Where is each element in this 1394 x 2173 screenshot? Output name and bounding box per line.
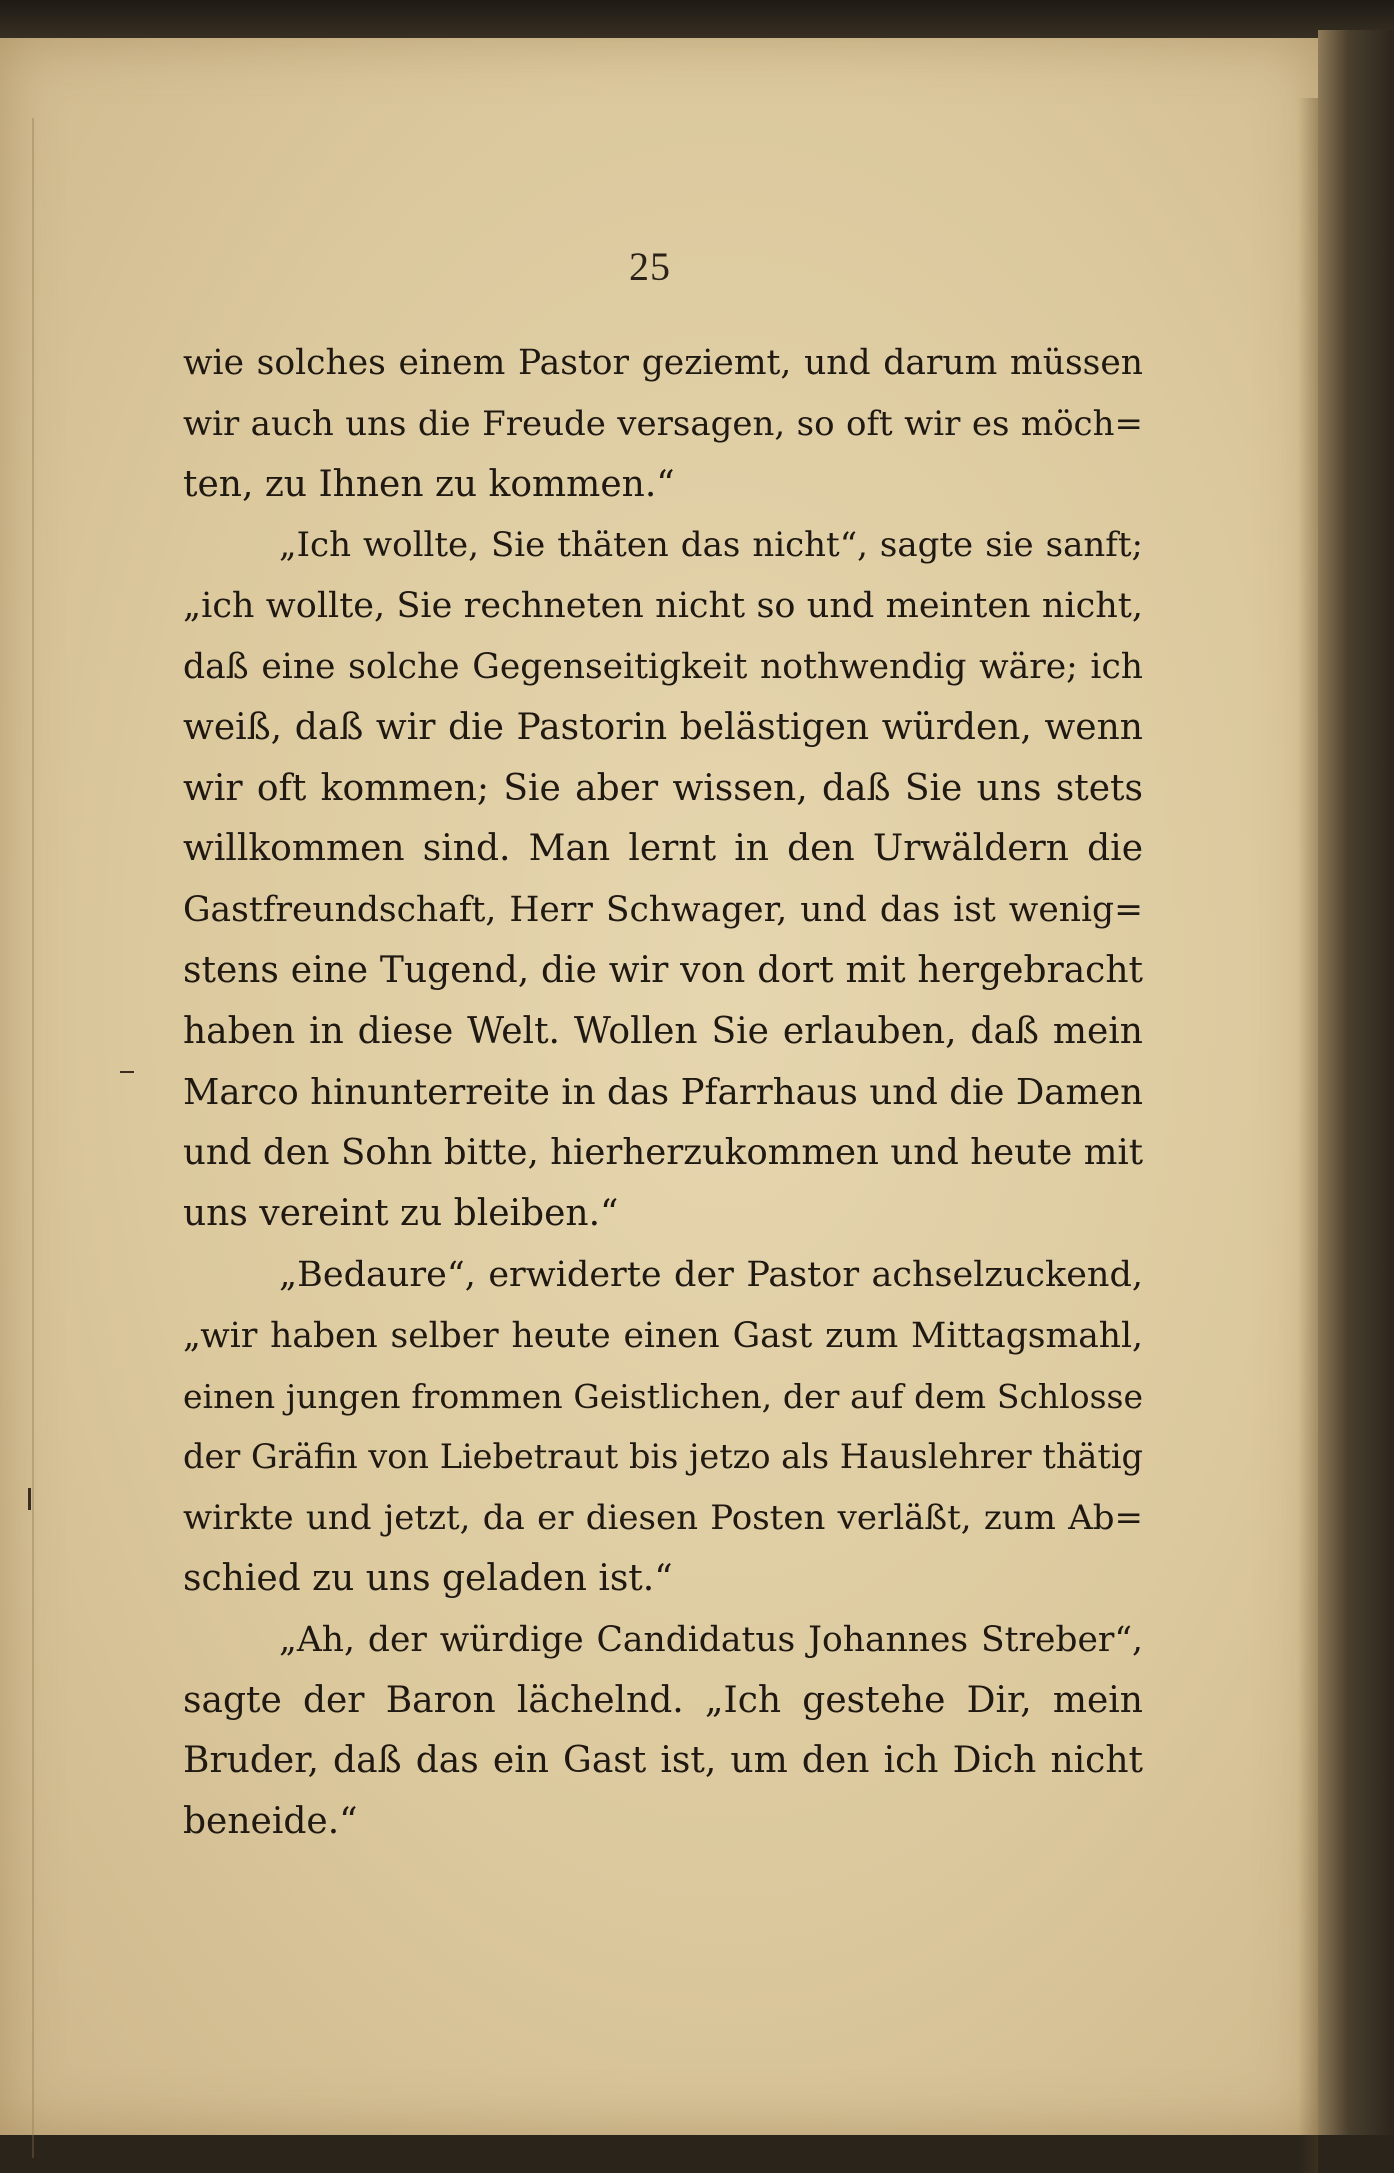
text-line: Marco hinunterreite in das Pfarrhaus und die Damen <box>183 1071 1143 1113</box>
page-number: 25 <box>629 244 671 289</box>
text-line: wirkte und jetzt, da er diesen Posten verläßt, zum Ab= <box>183 1498 1143 1539</box>
text-line: stens eine Tugend, die wir von dort mit hergebracht <box>183 949 1143 991</box>
text-line: Bruder, daß das ein Gast ist, um den ich Dich nicht <box>183 1740 1143 1782</box>
text-line: „ich wollte, Sie rechneten nicht so und meinten nicht, <box>183 586 1143 627</box>
text-line: ten, zu Ihnen zu kommen.“ <box>183 463 675 505</box>
paragraph-start-line: „Ah, der würdige Candidatus Johannes Streber“, <box>279 1619 1143 1660</box>
text-line: daß eine solche Gegenseitigkeit nothwendig wäre; ich <box>183 646 1143 687</box>
text-line: beneide.“ <box>183 1801 358 1843</box>
text-line: weiß, daß wir die Pastorin belästigen würden, wenn <box>183 706 1143 748</box>
page-fold-shadow <box>1298 98 1318 2173</box>
text-line: uns vereint zu bleiben.“ <box>183 1193 619 1235</box>
book-page <box>0 38 1318 2135</box>
text-line: Gastfreundschaft, Herr Schwager, und das ist wenig= <box>183 890 1143 931</box>
page-margin-crease <box>32 118 34 2158</box>
text-line: haben in diese Welt. Wollen Sie erlauben, daß mein <box>183 1010 1143 1052</box>
text-line: schied zu uns geladen ist.“ <box>183 1557 673 1599</box>
body-text <box>183 333 1143 1853</box>
margin-tick-mark <box>28 1488 31 1510</box>
margin-dash-mark <box>120 1071 134 1073</box>
text-line: wie solches einem Pastor geziemt, und darum müssen <box>183 343 1143 383</box>
book-page-edge <box>1318 30 1394 2135</box>
text-line: willkommen sind. Man lernt in den Urwäldern die <box>183 828 1143 870</box>
paragraph-start-line: „Bedaure“, erwiderte der Pastor achselzuckend, <box>279 1254 1143 1295</box>
text-line: „wir haben selber heute einen Gast zum Mittagsmahl, <box>183 1315 1143 1356</box>
text-line: der Gräfin von Liebetraut bis jetzo als Hauslehrer thätig <box>183 1437 1143 1477</box>
text-line: wir auch uns die Freude versagen, so oft wir es möch= <box>183 403 1143 444</box>
text-line: sagte der Baron lächelnd. „Ich gestehe Dir, mein <box>183 1679 1143 1721</box>
text-line: einen jungen frommen Geistlichen, der auf dem Schlosse <box>183 1376 1143 1416</box>
paragraph-start-line: „Ich wollte, Sie thäten das nicht“, sagte sie sanft; <box>279 525 1143 566</box>
text-line: wir oft kommen; Sie aber wissen, daß Sie uns stets <box>183 767 1143 809</box>
text-line: und den Sohn bitte, hierherzukommen und heute mit <box>183 1132 1143 1174</box>
